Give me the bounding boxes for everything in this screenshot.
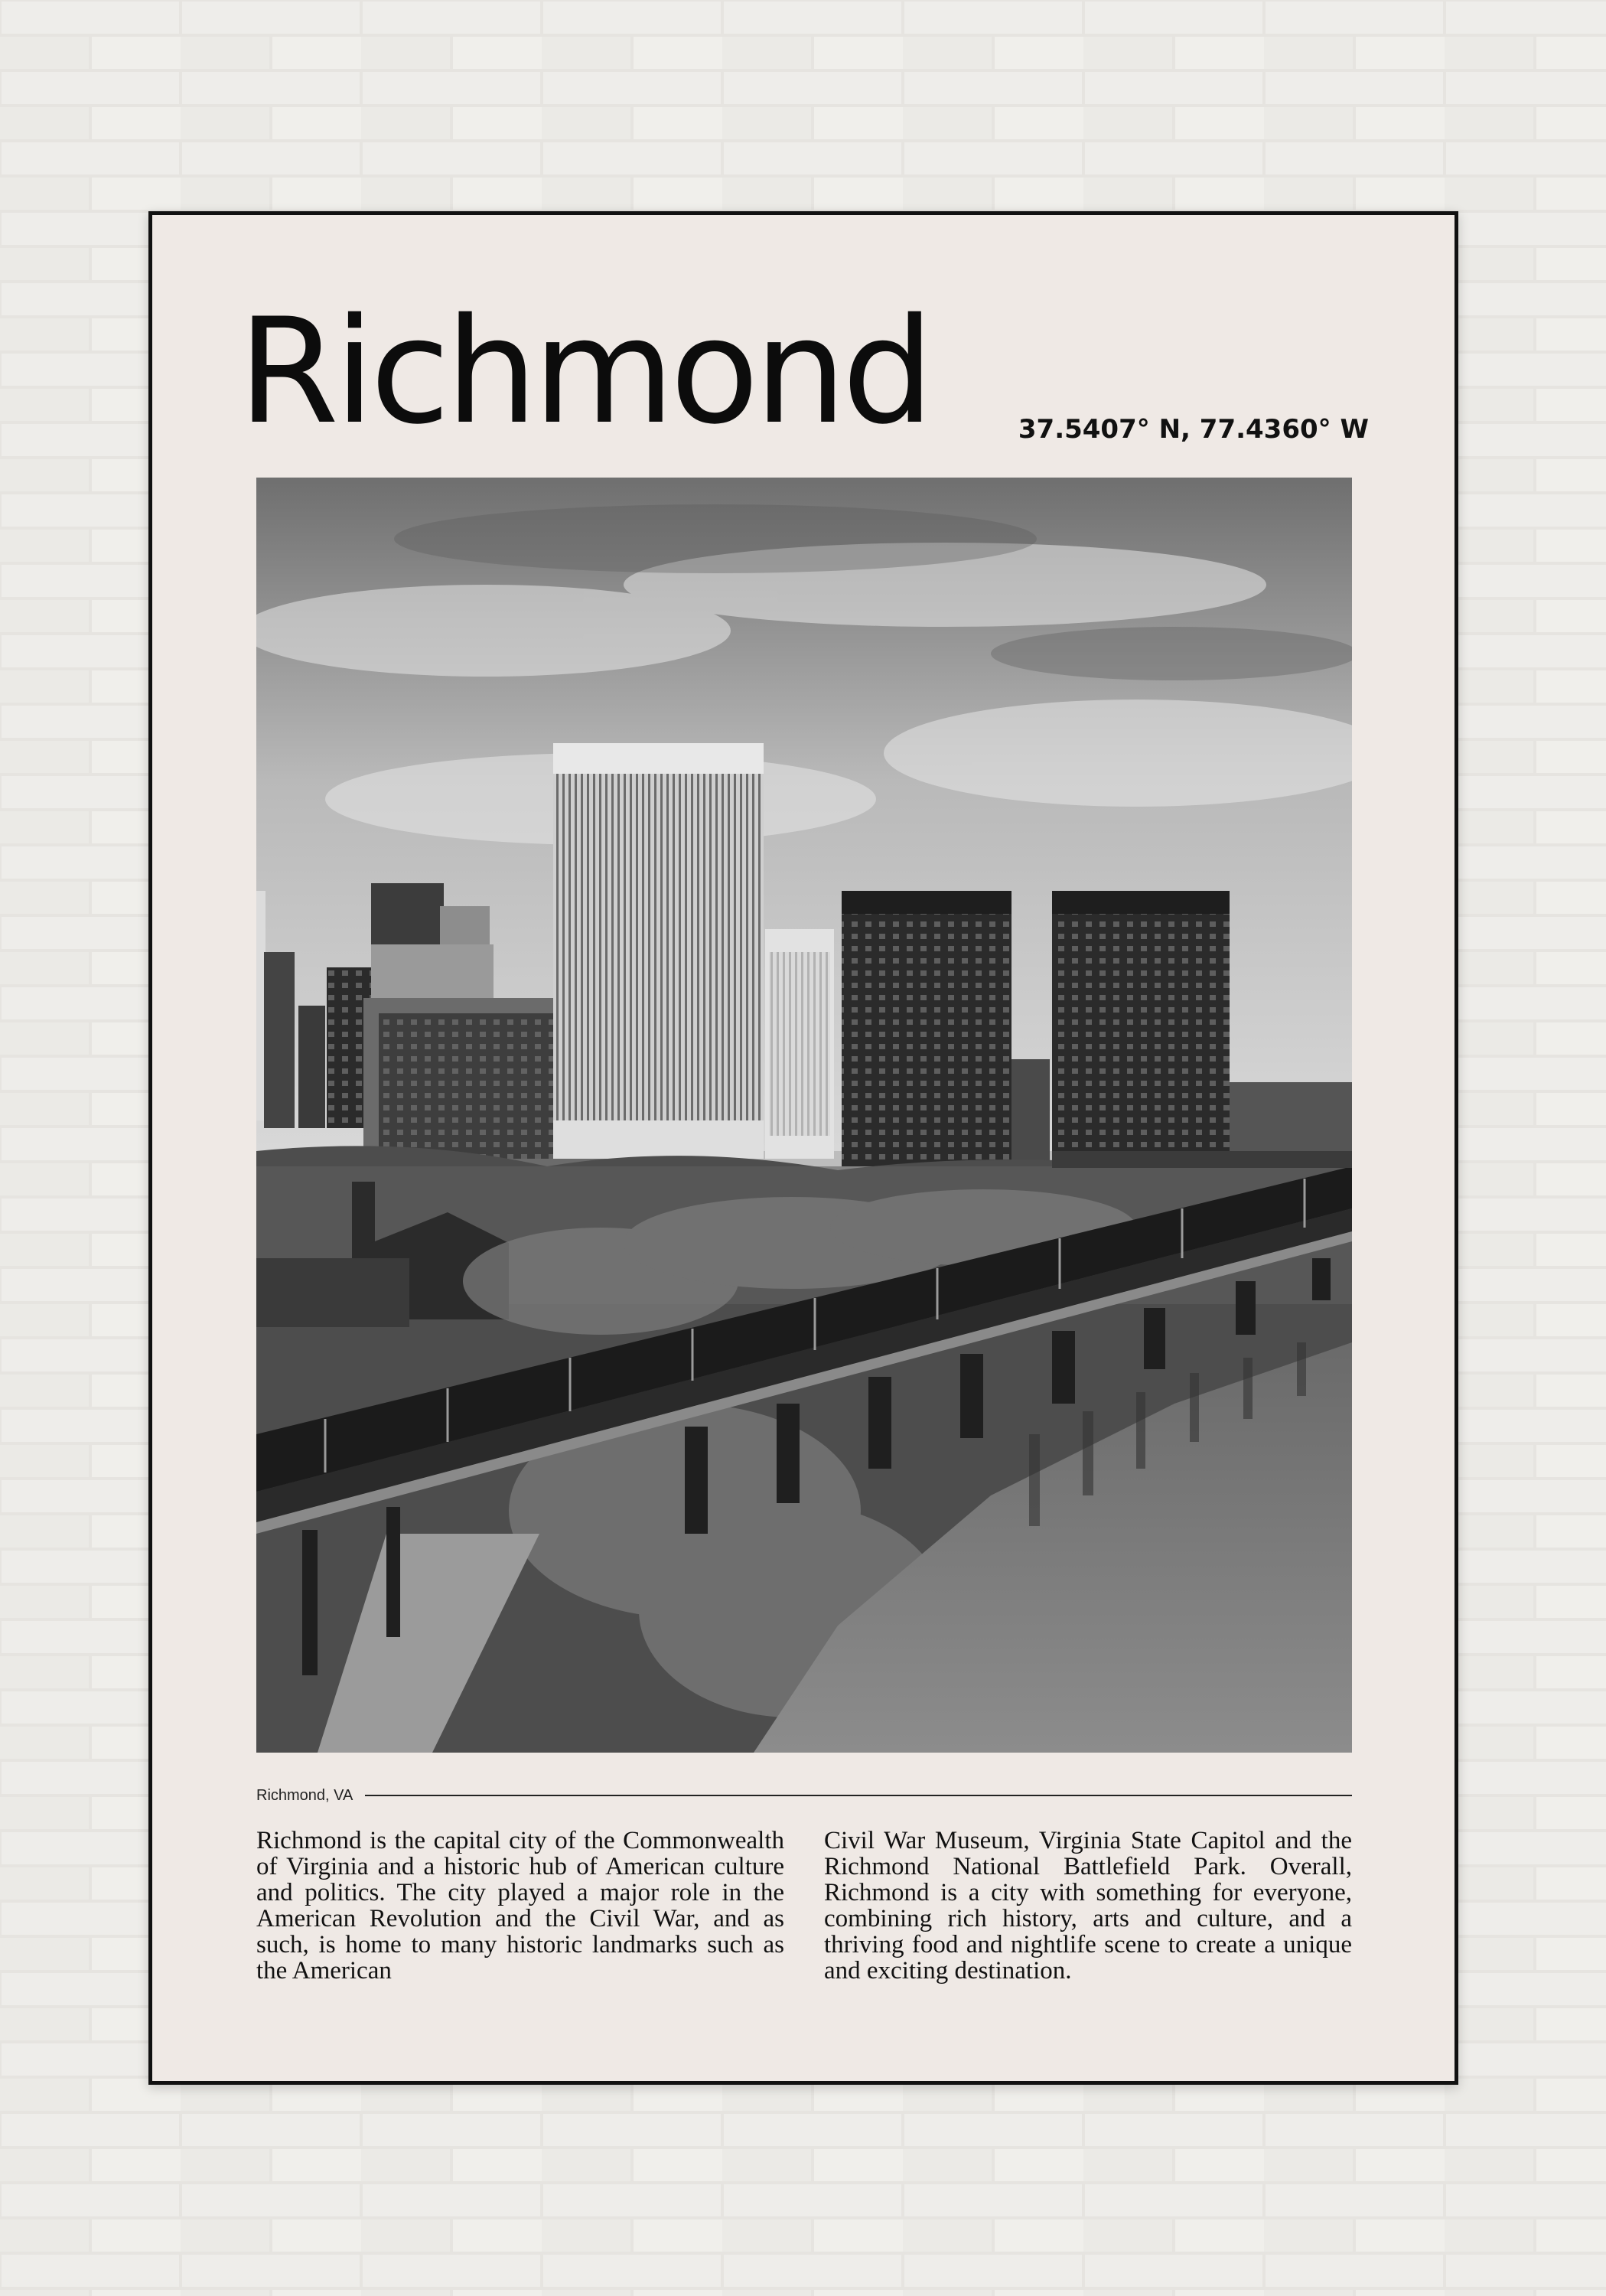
photo-caption-row	[256, 1784, 1352, 1807]
distant-bridge	[1052, 1151, 1352, 1168]
twin-tower-left	[842, 891, 1011, 1166]
tall-tower	[553, 743, 764, 1156]
caption-divider	[365, 1795, 1352, 1796]
poster	[148, 211, 1458, 2085]
coordinates-label: 37.5407° N, 77.4360° W	[1018, 414, 1369, 445]
photo-caption: Richmond, VA	[256, 1786, 353, 1804]
poster-title: Richmond	[238, 287, 930, 456]
skyline-photo-illustration	[256, 478, 1352, 1753]
city-photo	[256, 478, 1352, 1753]
description-column-1: Richmond is the capital city of the Commonwealth of Virginia and a historic hub of American culture and politics. The city played a major role in the American Revolution and the Civil War, and as such, is home to many historic landmarks such as the American	[256, 1827, 784, 1985]
description-column-2: Civil War Museum, Virginia State Capitol and the Richmond National Battlefield Park. Overall, Richmond is a city with something for everyone, combining rich history, arts and culture, and a thriving food and nightlife scene to create a unique and exciting destination.	[824, 1827, 1352, 1985]
twin-tower-right	[1052, 891, 1230, 1166]
